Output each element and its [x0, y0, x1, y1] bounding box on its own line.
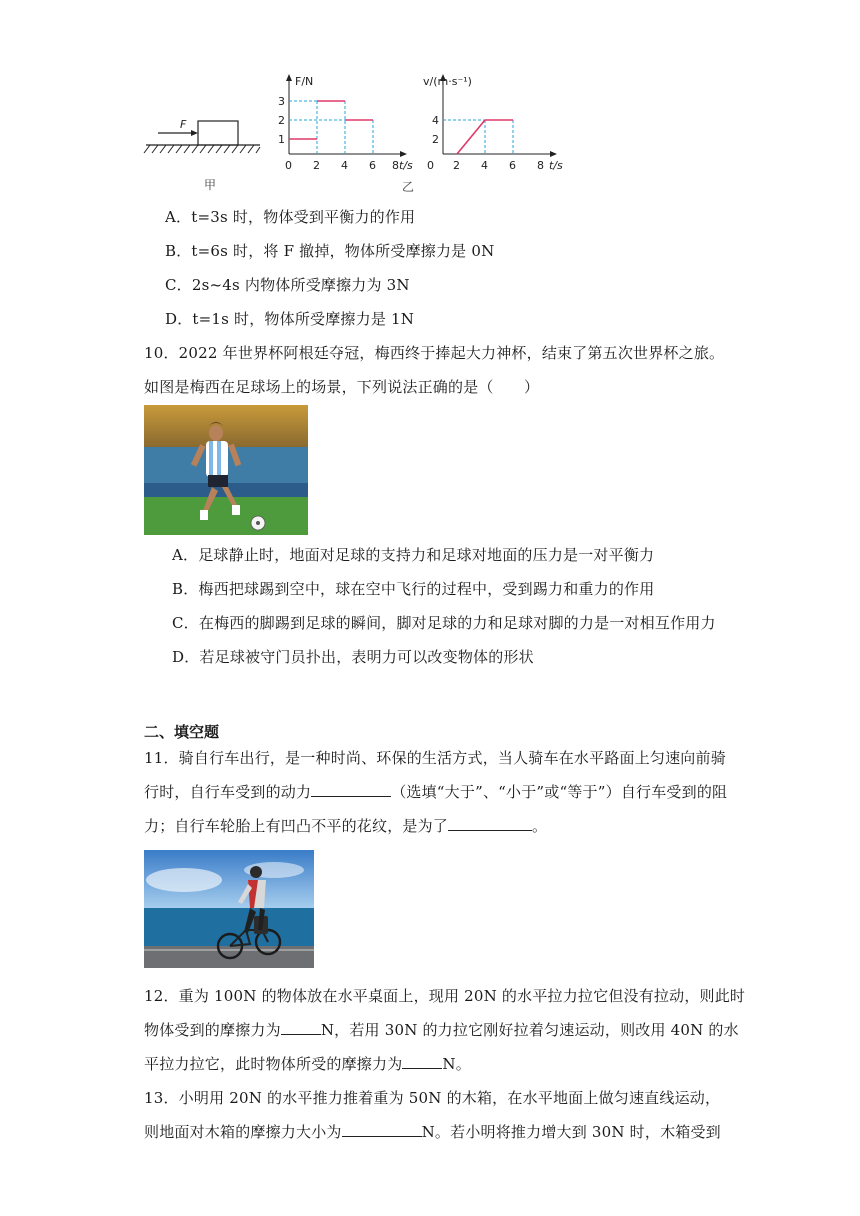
graph1-xtick: 0 — [285, 159, 292, 172]
graph2-xtick: 2 — [453, 159, 460, 172]
q12-line2-suffix: N，若用 30N 的力拉它刚好拉着匀速运动，则改用 40N 的水 — [320, 1021, 739, 1039]
q12-line1: 12．重为 100N 的物体放在水平桌面上，现用 20N 的水平拉力拉它但没有拉动，则此时 — [144, 987, 746, 1005]
q11-line3-suffix: 。 — [532, 817, 548, 835]
answer-blank[interactable] — [402, 1054, 442, 1069]
graph2-xtick: 6 — [509, 159, 516, 172]
graph2-xtick: 8 — [537, 159, 544, 172]
block — [198, 121, 238, 145]
graph2-ytick: 4 — [432, 114, 439, 127]
graph1-xtick: 8 — [392, 159, 399, 172]
graph1-xtick: 2 — [313, 159, 320, 172]
graph1-xlabel: t/s — [399, 159, 413, 172]
cyclist-photo — [144, 850, 314, 968]
block-on-surface-diagram — [140, 110, 270, 170]
q13-line2 — [144, 1122, 721, 1142]
q9-option-b: B．t=6s 时，将 F 撤掉，物体所受摩擦力是 0N — [165, 242, 495, 260]
force-label: F — [180, 118, 187, 131]
q9-option-d: D．t=1s 时，物体所受摩擦力是 1N — [165, 310, 415, 328]
answer-blank[interactable] — [311, 782, 391, 797]
q13-line2-prefix: 则地面对木箱的摩擦力大小为 — [144, 1123, 342, 1141]
q10-option-a: A．足球静止时，地面对足球的支持力和足球对地面的压力是一对平衡力 — [172, 546, 655, 564]
q12-line3 — [144, 1054, 471, 1074]
q11-line3-prefix: 力；自行车轮胎上有凹凸不平的花纹，是为了 — [144, 817, 449, 835]
caption-jia: 甲 — [204, 178, 217, 192]
answer-blank[interactable] — [448, 816, 532, 831]
graph1-xtick: 4 — [341, 159, 348, 172]
graph-velocity-time — [415, 70, 565, 180]
q12-line2-prefix: 物体受到的摩擦力为 — [144, 1021, 281, 1039]
q9-option-a: A．t=3s 时，物体受到平衡力的作用 — [165, 208, 416, 226]
q11-line2-suffix: （选填“大于”、“小于”或“等于”）自行车受到的阻 — [391, 783, 728, 801]
graph2-xtick: 4 — [481, 159, 488, 172]
answer-blank[interactable] — [342, 1122, 422, 1137]
section-title: 二、填空题 — [144, 723, 220, 741]
q13-line1: 13．小明用 20N 的水平推力推着重为 50N 的木箱，在水平地面上做匀速直线运动， — [144, 1089, 721, 1107]
graph1-ytick: 1 — [278, 133, 285, 146]
q11-line1: 11．骑自行车出行，是一种时尚、环保的生活方式，当人骑车在水平路面上匀速向前骑 — [144, 749, 726, 767]
q9-option-c: C．2s~4s 内物体所受摩擦力为 3N — [165, 276, 410, 294]
q10-option-b: B．梅西把球踢到空中，球在空中飞行的过程中，受到踢力和重力的作用 — [172, 580, 655, 598]
graph2-ylabel: v/(m·s⁻¹) — [423, 75, 472, 88]
graph-force-time — [275, 70, 415, 180]
q11-line2 — [144, 782, 727, 802]
q11-line3 — [144, 816, 547, 836]
q10-stem-line1: 10．2022 年世界杯阿根廷夺冠，梅西终于捧起大力神杯，结束了第五次世界杯之旅。 — [144, 344, 725, 362]
graph1-ytick: 3 — [278, 95, 285, 108]
q10-option-c: C．在梅西的脚踢到足球的瞬间，脚对足球的力和足球对脚的力是一对相互作用力 — [172, 614, 716, 632]
messi-photo — [144, 405, 308, 535]
q12-line3-suffix: N。 — [442, 1055, 471, 1073]
q10-option-d: D．若足球被守门员扑出，表明力可以改变物体的形状 — [172, 648, 534, 666]
caption-yi: 乙 — [402, 180, 415, 194]
answer-blank[interactable] — [281, 1020, 321, 1035]
figure-jia — [140, 110, 270, 170]
graph2-ytick: 2 — [432, 133, 439, 146]
graph2-xtick: 0 — [427, 159, 434, 172]
q12-line3-prefix: 平拉力拉它，此时物体所受的摩擦力为 — [144, 1055, 403, 1073]
q12-line2 — [144, 1020, 739, 1040]
graph1-ytick: 2 — [278, 114, 285, 127]
q11-line2-prefix: 行时，自行车受到的动力 — [144, 783, 312, 801]
graph1-ylabel: F/N — [295, 75, 314, 88]
q10-stem-line2: 如图是梅西在足球场上的场景，下列说法正确的是（ ） — [144, 378, 540, 396]
q13-line2-suffix: N。若小明将推力增大到 30N 时，木箱受到 — [421, 1123, 721, 1141]
graph2-xlabel: t/s — [549, 159, 563, 172]
graph1-xtick: 6 — [369, 159, 376, 172]
